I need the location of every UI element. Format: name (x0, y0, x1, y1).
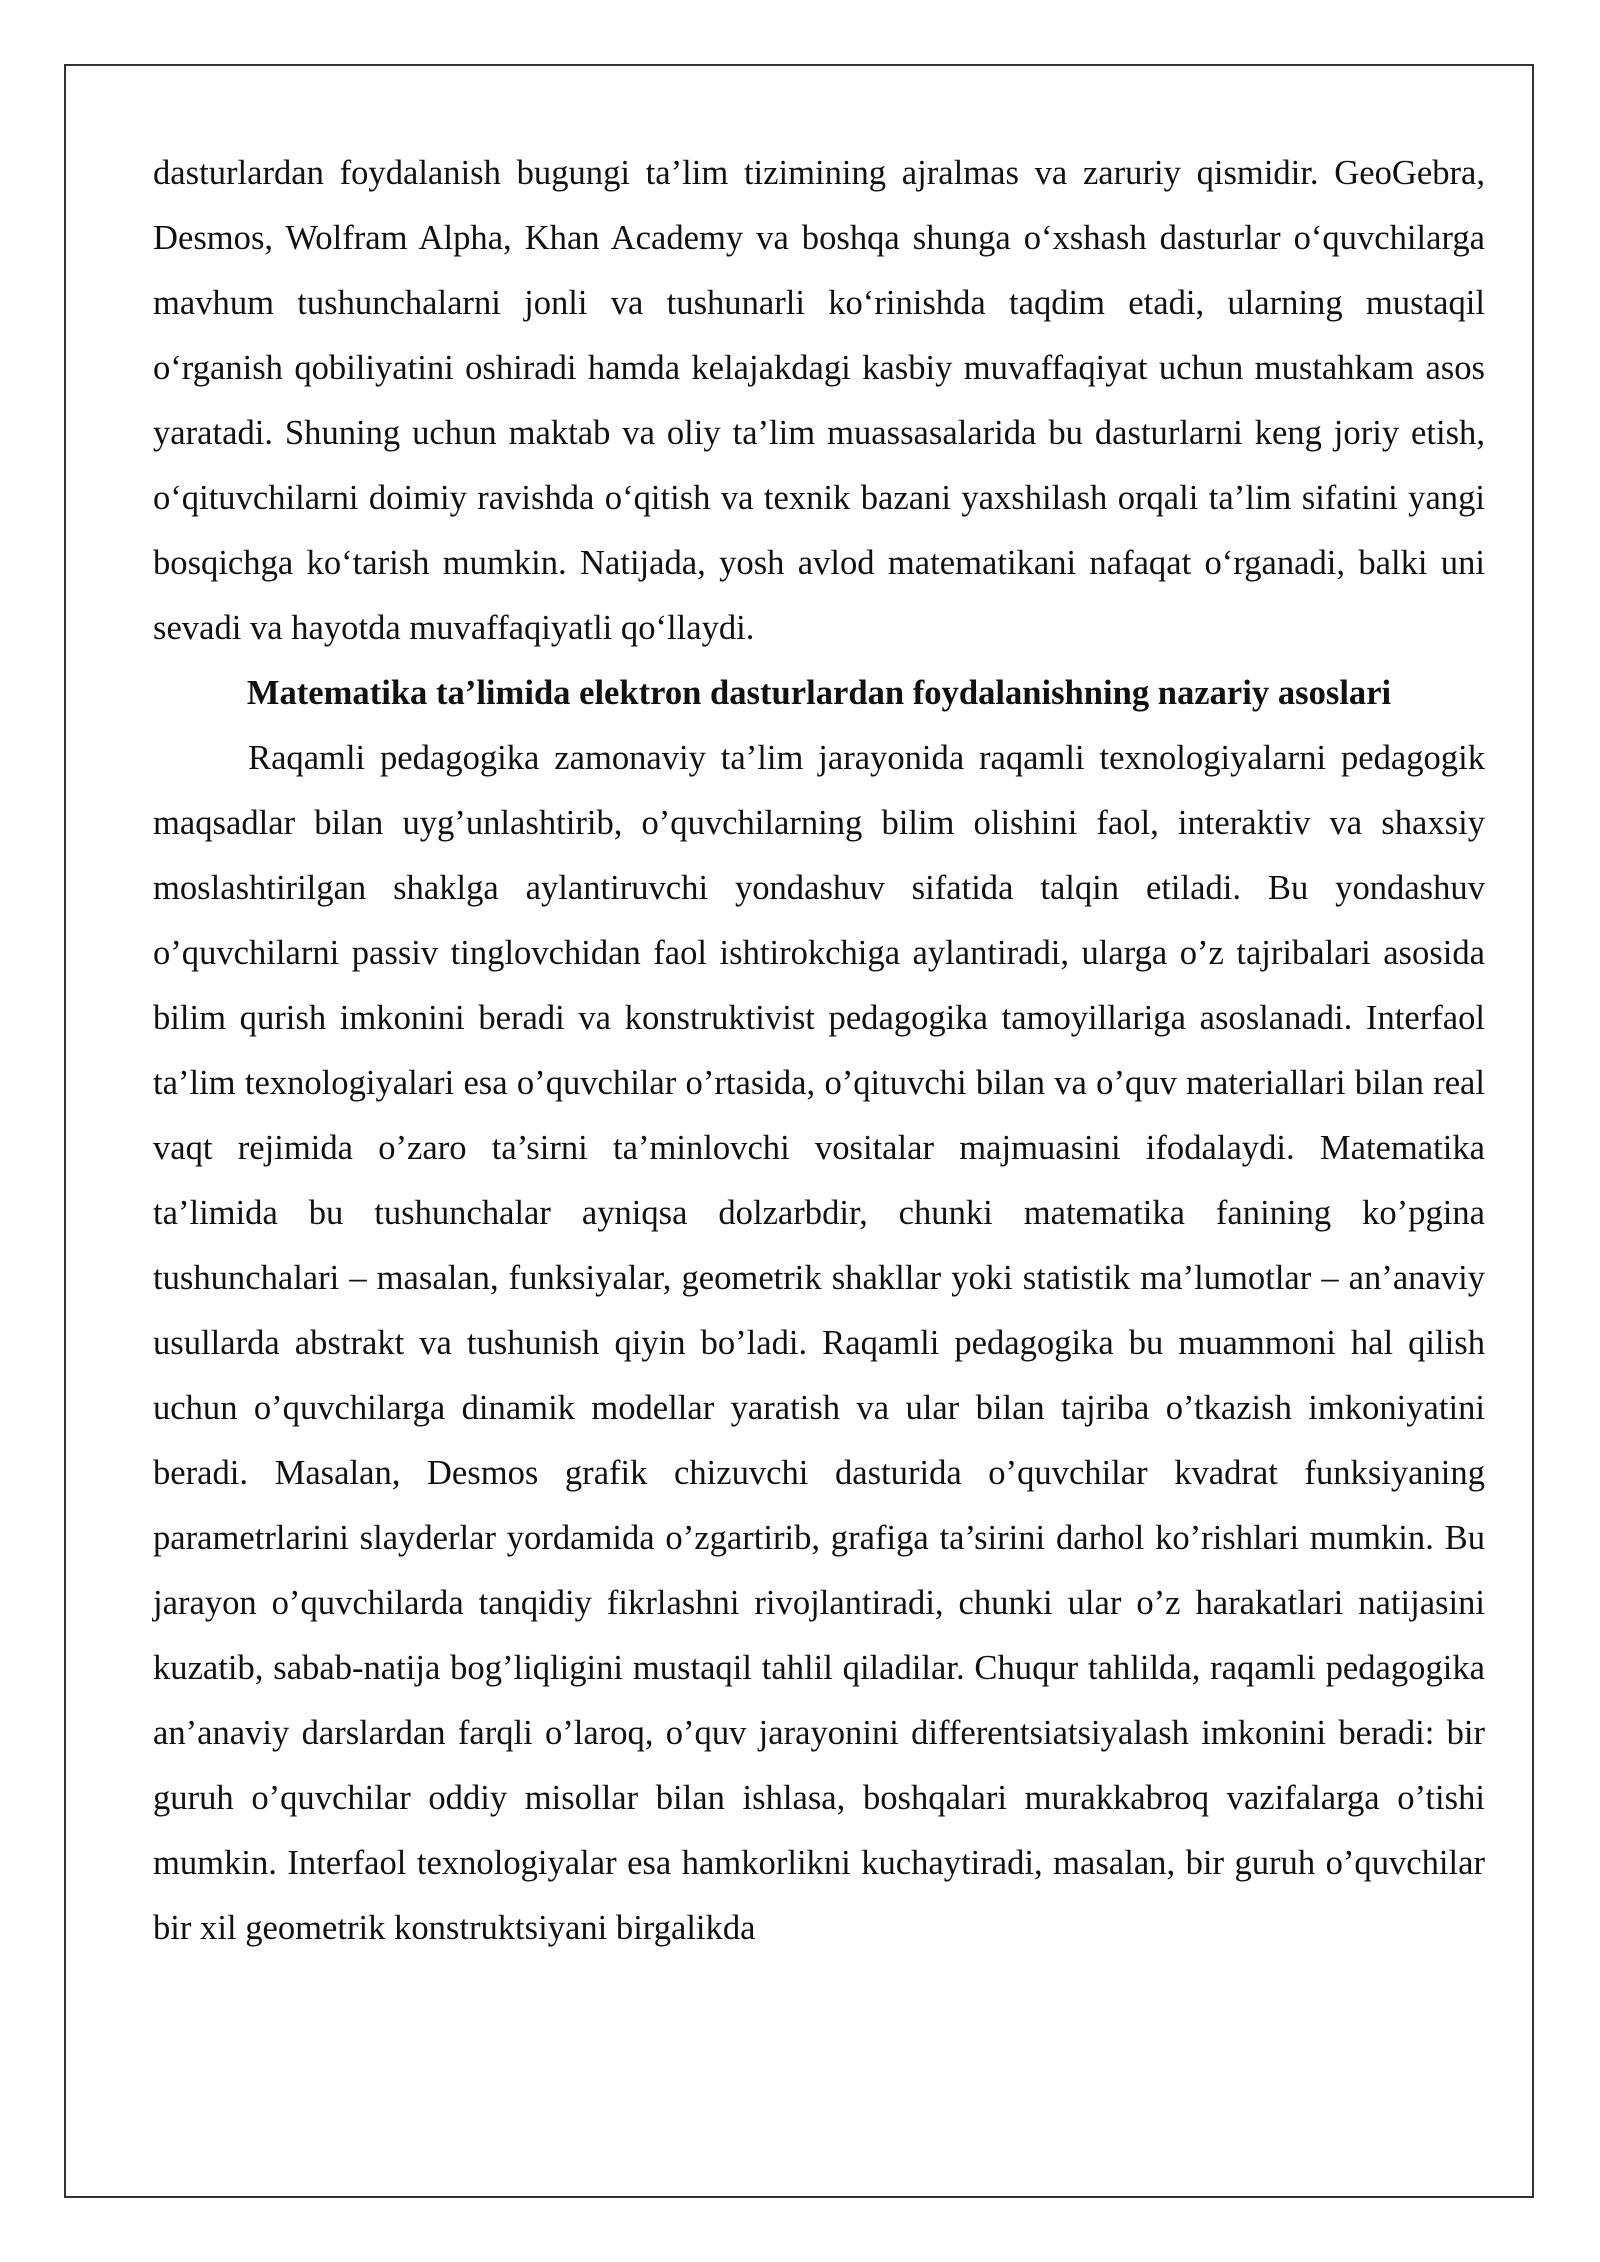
section-heading: Matematika ta’limida elektron dasturlardan foydalanishning nazariy asoslari (246, 674, 1392, 712)
paragraph-digital-pedagogy: Raqamli pedagogika zamonaviy ta’lim jarayonida raqamli texnologiyalarni pedagogik maqsadlar bilan uyg’unlashtirib, o’quvchilarning bilim olishini faol, interaktiv va shaxsiy moslashtirilgan shaklga aylantiruvchi yondashuv sifatida talqin etiladi. Bu yondashuv o’quvchilarni passiv tinglovchidan faol ishtirokchiga aylantiradi, ularga o’z tajribalari asosida bilim qurish imkonini beradi va konstruktivist pedagogika tamoyillariga asoslanadi. Interfaol ta’lim texnologiyalari esa o’quvchilar o’rtasida, o’qituvchi bilan va o’quv materiallari bilan real vaqt rejimida o’zaro ta’sirni ta’minlovchi vositalar majmuasini ifodalaydi. Matematika ta’limida bu tushunchalar ayniqsa dolzarbdir, chunki matematika fanining ko’pgina tushunchalari – masalan, funksiyalar, geometrik shakllar yoki statistik ma’lumotlar – an’anaviy usullarda abstrakt va tushunish qiyin bo’ladi. Raqamli pedagogika bu muammoni hal qilish uchun o’quvchilarga dinamik modellar yaratish va ular bilan tajriba o’tkazish imkoniyatini beradi. Masalan, Desmos grafik chizuvchi dasturida o’quvchilar kvadrat funksiyaning parametrlarini slayderlar yordamida o’zgartirib, grafiga ta’sirini darhol ko’rishlari mumkin. Bu jarayon o’quvchilarda tanqidiy fikrlashni rivojlantiradi, chunki ular o’z harakatlari natijasini kuzatib, sabab-natija bog’liqligini mustaqil tahlil qiladilar. Chuqur tahlilda, raqamli pedagogika an’anaviy darslardan farqli o’laroq, o’quv jarayonini differentsiatsiyalash imkonini beradi: bir guruh o’quvchilar oddiy misollar bilan ishlasa, boshqalari murakkabroq vazifalarga o’tishi mumkin. Interfaol texnologiyalar esa hamkorlikni kuchaytiradi, masalan, bir guruh o’quvchilar bir xil geometrik konstruktsiyani birgalikda (153, 739, 1485, 1947)
paragraph-intro-continuation: dasturlardan foydalanish bugungi ta’lim tizimining ajralmas va zaruriy qismidir. GeoGebra, Desmos, Wolfram Alpha, Khan Academy va boshqa shunga o‘xshash dasturlar o‘quvchilarga mavhum tushunchalarni jonli va tushunarli ko‘rinishda taqdim etadi, ularning mustaqil o‘rganish qobiliyatini oshiradi hamda kelajakdagi kasbiy muvaffaqiyat uchun mustahkam asos yaratadi. Shuning uchun maktab va oliy ta’lim muassasalarida bu dasturlarni keng joriy etish, o‘qituvchilarni doimiy ravishda o‘qitish va texnik bazani yaxshilash orqali ta’lim sifatini yangi bosqichga ko‘tarish mumkin. Natijada, yosh avlod matematikani nafaqat o‘rganadi, balki uni sevadi va hayotda muvaffaqiyatli qo‘llaydi. (153, 154, 1485, 647)
page-content (153, 141, 1485, 1961)
